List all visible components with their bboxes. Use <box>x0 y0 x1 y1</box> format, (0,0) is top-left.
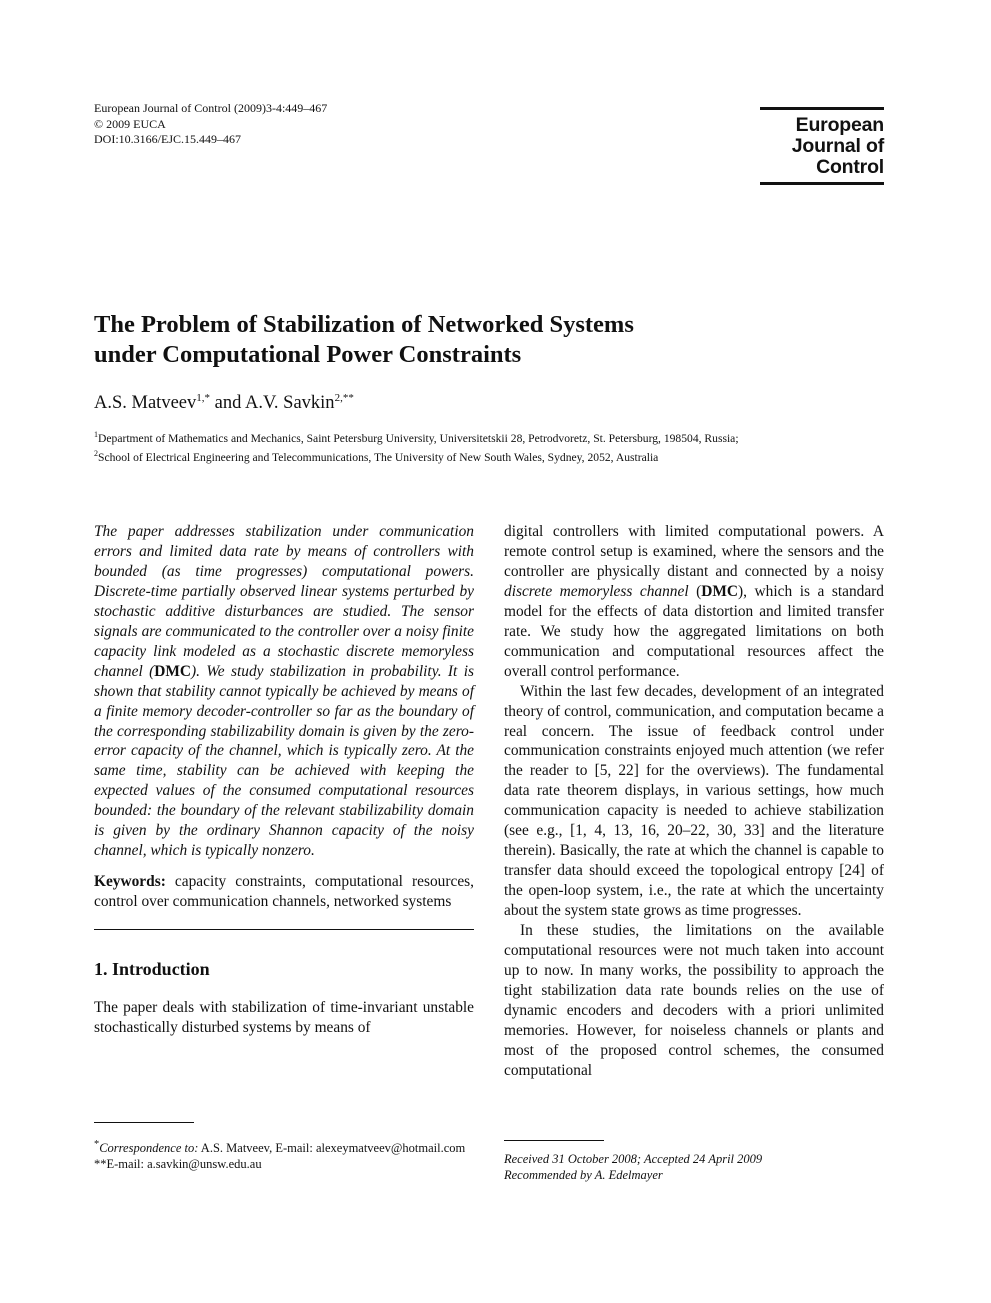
doi: DOI:10.3166/EJC.15.449–467 <box>94 132 241 146</box>
author-1-mark: 1,* <box>196 392 210 404</box>
author-2-mark: 2,** <box>334 392 354 404</box>
copyright: © 2009 EUCA <box>94 116 166 131</box>
affiliation-1-num: 1 <box>94 430 98 439</box>
footnote-1 <box>94 1137 474 1157</box>
abstract-part-1: The paper addresses stabilization under communication errors and limited data rate by means of controllers with bounded (as time progresses) computational powers. Discrete-time partially observed linear systems perturbed by stochastic additive disturbances are studied. The sensor signals are communicated to the controller over a noisy finite capacity link modeled as a stochastic discrete memoryless channel ( <box>94 523 474 680</box>
abstract-dmc: DMC <box>154 662 191 680</box>
abstract-divider <box>94 929 474 930</box>
keywords-label: Keywords: <box>94 873 166 891</box>
affiliation-2-num: 2 <box>94 448 98 458</box>
footnote-2: **E-mail: a.savkin@unsw.edu.au <box>94 1156 262 1171</box>
footnote-rule <box>94 1122 194 1123</box>
affiliations <box>94 427 739 465</box>
affiliation-1 <box>94 427 739 446</box>
recommended-by: Recommended by A. Edelmayer <box>504 1167 663 1182</box>
right-paragraph-3: In these studies, the limitations on the available computational resources were not much taken into account up to now. In many works, the possibility to approach the tight stabilization data rate bounds relies on the use of dynamic encoders and decoders with a priori unlimited memories. However, for noiseless channels or plants and most of the proposed control schemes, the consumed computational <box>504 922 884 1079</box>
received-rule <box>504 1140 604 1141</box>
logo-line-3: Control <box>816 156 884 178</box>
journal-reference: European Journal of Control (2009)3-4:449–467 <box>94 101 328 115</box>
section-heading: 1. Introduction <box>94 959 210 980</box>
keywords <box>94 872 474 912</box>
journal-header <box>94 101 327 148</box>
received-note <box>504 1140 884 1183</box>
abstract-part-2: ). We study stabilization in probability. It is shown that stability cannot typically be achieved by means of a finite memory decoder-controller so far as the boundary of the corresponding stabilizability domain is given by the zero-error capacity of the channel, which is typically zero. At the same time, stability can be achieved with keeping the expected values of the consumed computational resources bounded: the boundary of the relevant stabilizability domain is given by the ordinary Shannon capacity of the noisy channel, which is typically nonzero. <box>94 662 474 860</box>
left-column <box>94 522 474 1038</box>
title-line-1: The Problem of Stabilization of Networked Systems <box>94 311 634 338</box>
logo-text <box>760 110 884 182</box>
right-p1-part-1: digital controllers with limited computational powers. A remote control setup is examined, where the sensors and the controller are physically distant and connected by a noisy <box>504 523 884 580</box>
title-line-2: under Computational Power Constraints <box>94 341 522 368</box>
affiliation-2 <box>94 446 739 465</box>
right-p1-part-2: ( <box>688 582 702 600</box>
abstract <box>94 522 474 861</box>
authors <box>94 392 354 414</box>
logo-bottom-rule <box>760 182 884 185</box>
right-paragraph-1 <box>504 522 884 682</box>
right-p1-dmc: DMC <box>701 582 739 600</box>
author-2: A.V. Savkin <box>244 393 335 414</box>
logo-line-1: European <box>795 114 884 136</box>
logo-line-2: Journal of <box>791 135 884 157</box>
author-1: A.S. Matveev <box>94 393 197 414</box>
footnote-1-mark: * <box>94 1139 100 1150</box>
journal-logo <box>760 107 884 185</box>
footnote-1-label: Correspondence to: <box>99 1141 199 1156</box>
received-dates: Received 31 October 2008; Accepted 24 April 2009 <box>504 1152 763 1166</box>
affiliation-2-text: School of Electrical Engineering and Telecommunications, The University of New South Wales, Sydney, 2052, Australia <box>98 450 659 464</box>
keywords-text: capacity constraints, computational resources, control over communication channels, networked systems <box>94 873 474 911</box>
right-column <box>504 522 884 1081</box>
author-conjunction: and <box>214 393 242 414</box>
affiliation-1-text: Department of Mathematics and Mechanics, Saint Petersburg University, Universitetskii 28, Petrodvoretz, St. Petersburg, 198504, Russia; <box>98 431 739 445</box>
footnotes <box>94 1122 474 1172</box>
footnote-1-text: A.S. Matveev, E-mail: alexeymatveev@hotmail.com <box>198 1141 466 1156</box>
right-paragraph-2: Within the last few decades, development of an integrated theory of control, communication, and computation became a real concern. The issue of feedback control under communication constraints enjoyed much attention (we refer the reader to [5, 22] for the overviews). The fundamental data rate theorem displays, in various settings, how much communication capacity is needed to achieve stabilization (see e.g., [1, 4, 13, 16, 20–22, 30, 33] and the literature therein). Basically, the rate at which the channel is capable to transfer data should exceed the topological entropy [24] of the open-loop system, i.e., the rate at which the uncertainty about the system state grows as time progresses. <box>504 682 884 920</box>
right-p1-part-3: ), which is a standard model for the effects of data distortion and limited transfer rate. We study how the aggregated limitations on both communication and computational resources affect the overall control performance. <box>504 582 884 680</box>
intro-paragraph-1: The paper deals with stabilization of time-invariant unstable stochastically disturbed systems by means of <box>94 999 474 1037</box>
right-p1-italic: discrete memoryless channel <box>504 582 689 600</box>
paper-title <box>94 310 794 370</box>
